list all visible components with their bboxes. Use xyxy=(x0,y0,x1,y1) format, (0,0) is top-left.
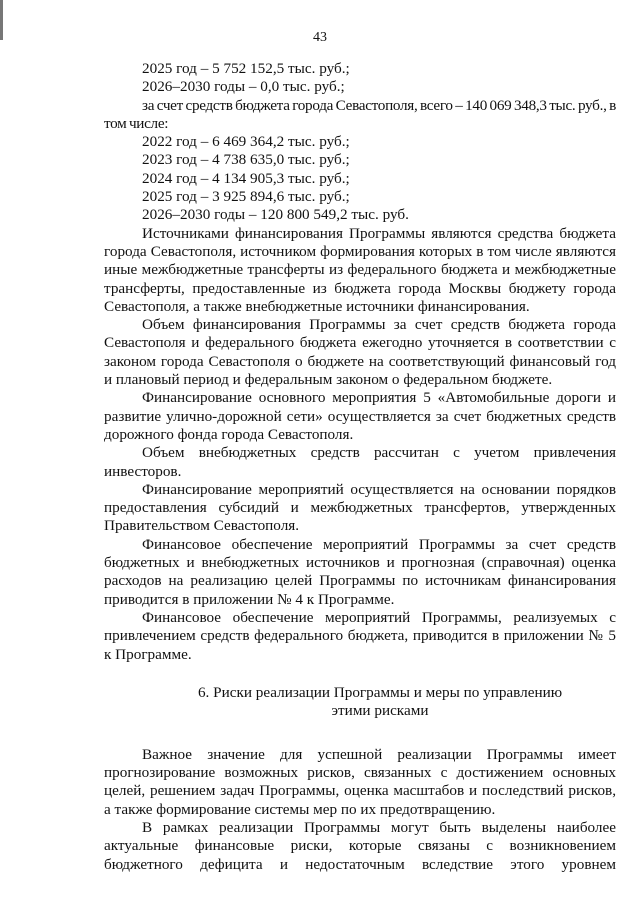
paragraph-risks: Важное значение для успешной реализации Программы имеет прогнозирование возможных рисков, связанных с достижением основных целей, решением задач Программы, оценка масштабов и последствий рисков, а также формирование системы мер по их предотвращению. xyxy=(104,745,616,818)
funding-line: 2026–2030 годы – 120 800 549,2 тыс. руб. xyxy=(142,206,409,224)
paragraph-extrabudgetary: Объем внебюджетных средств рассчитан с учетом привлечения инвесторов. xyxy=(104,444,616,480)
section-title: 6. Риски реализации Программы и меры по управлению xyxy=(197,683,563,701)
funding-line: 2026–2030 годы – 0,0 тыс. руб.; xyxy=(142,78,345,96)
sevastopol-budget-intro: за счет средств бюджета города Севастополя, всего – 140 069 348,3 тыс. руб., в том числе: xyxy=(104,96,616,132)
funding-line: 2022 год – 6 469 364,2 тыс. руб.; xyxy=(142,133,350,151)
funding-line: 2023 год – 4 738 635,0 тыс. руб.; xyxy=(142,151,350,169)
paragraph-appendix-4: Финансовое обеспечение мероприятий Программы за счет средств бюджетных и внебюджетных источников и прогнозная (справочная) оценка расходов на реализацию целей Программы по источникам финансирования приводится в приложении № 4 к Программе. xyxy=(104,535,616,608)
section-title-cont: этими рисками xyxy=(331,702,429,720)
paragraph-financial-risks: В рамках реализации Программы могут быть выделены наиболее актуальные финансовые риски, которые связаны с возникновением бюджетного дефицита и недостаточным вследствие этого уровнем xyxy=(104,818,616,873)
funding-line: 2024 год – 4 134 905,3 тыс. руб.; xyxy=(142,169,350,187)
paragraph-appendix-5: Финансовое обеспечение мероприятий Программы, реализуемых с привлечением средств федерального бюджета, приводится в приложении № 5 к Программе. xyxy=(104,608,616,663)
funding-line: 2025 год – 3 925 894,6 тыс. руб.; xyxy=(142,188,350,206)
paragraph-road-fund: Финансирование основного мероприятия 5 «Автомобильные дороги и развитие улично-дорожной сети» осуществляется за счет бюджетных средств дорожного фонда города Севастополя. xyxy=(104,389,616,443)
funding-line: 2025 год – 5 752 152,5 тыс. руб.; xyxy=(142,60,350,77)
document-body xyxy=(104,60,616,874)
paragraph-volume: Объем финансирования Программы за счет средств бюджета города Севастополя и федерального бюджета ежегодно уточняется в соответствии с законом города Севастополя о бюджете на соответствующий финансовый год и плановый период и федеральным законом о федеральном бюджете. xyxy=(104,316,616,389)
paragraph-procedures: Финансирование мероприятий осуществляется на основании порядков предоставления субсидий и межбюджетных трансфертов, утвержденных Правительством Севастополя. xyxy=(104,480,616,535)
page-number: 43 xyxy=(313,30,327,45)
paragraph-sources: Источниками финансирования Программы являются средства бюджета города Севастополя, источником формирования которых в том числе являются иные межбюджетные трансферты из федерального бюджета и межбюджетные трансферты, предоставленные из бюджета города Москвы бюджету города Севастополя, а также внебюджетные источники финансирования. xyxy=(104,224,616,315)
